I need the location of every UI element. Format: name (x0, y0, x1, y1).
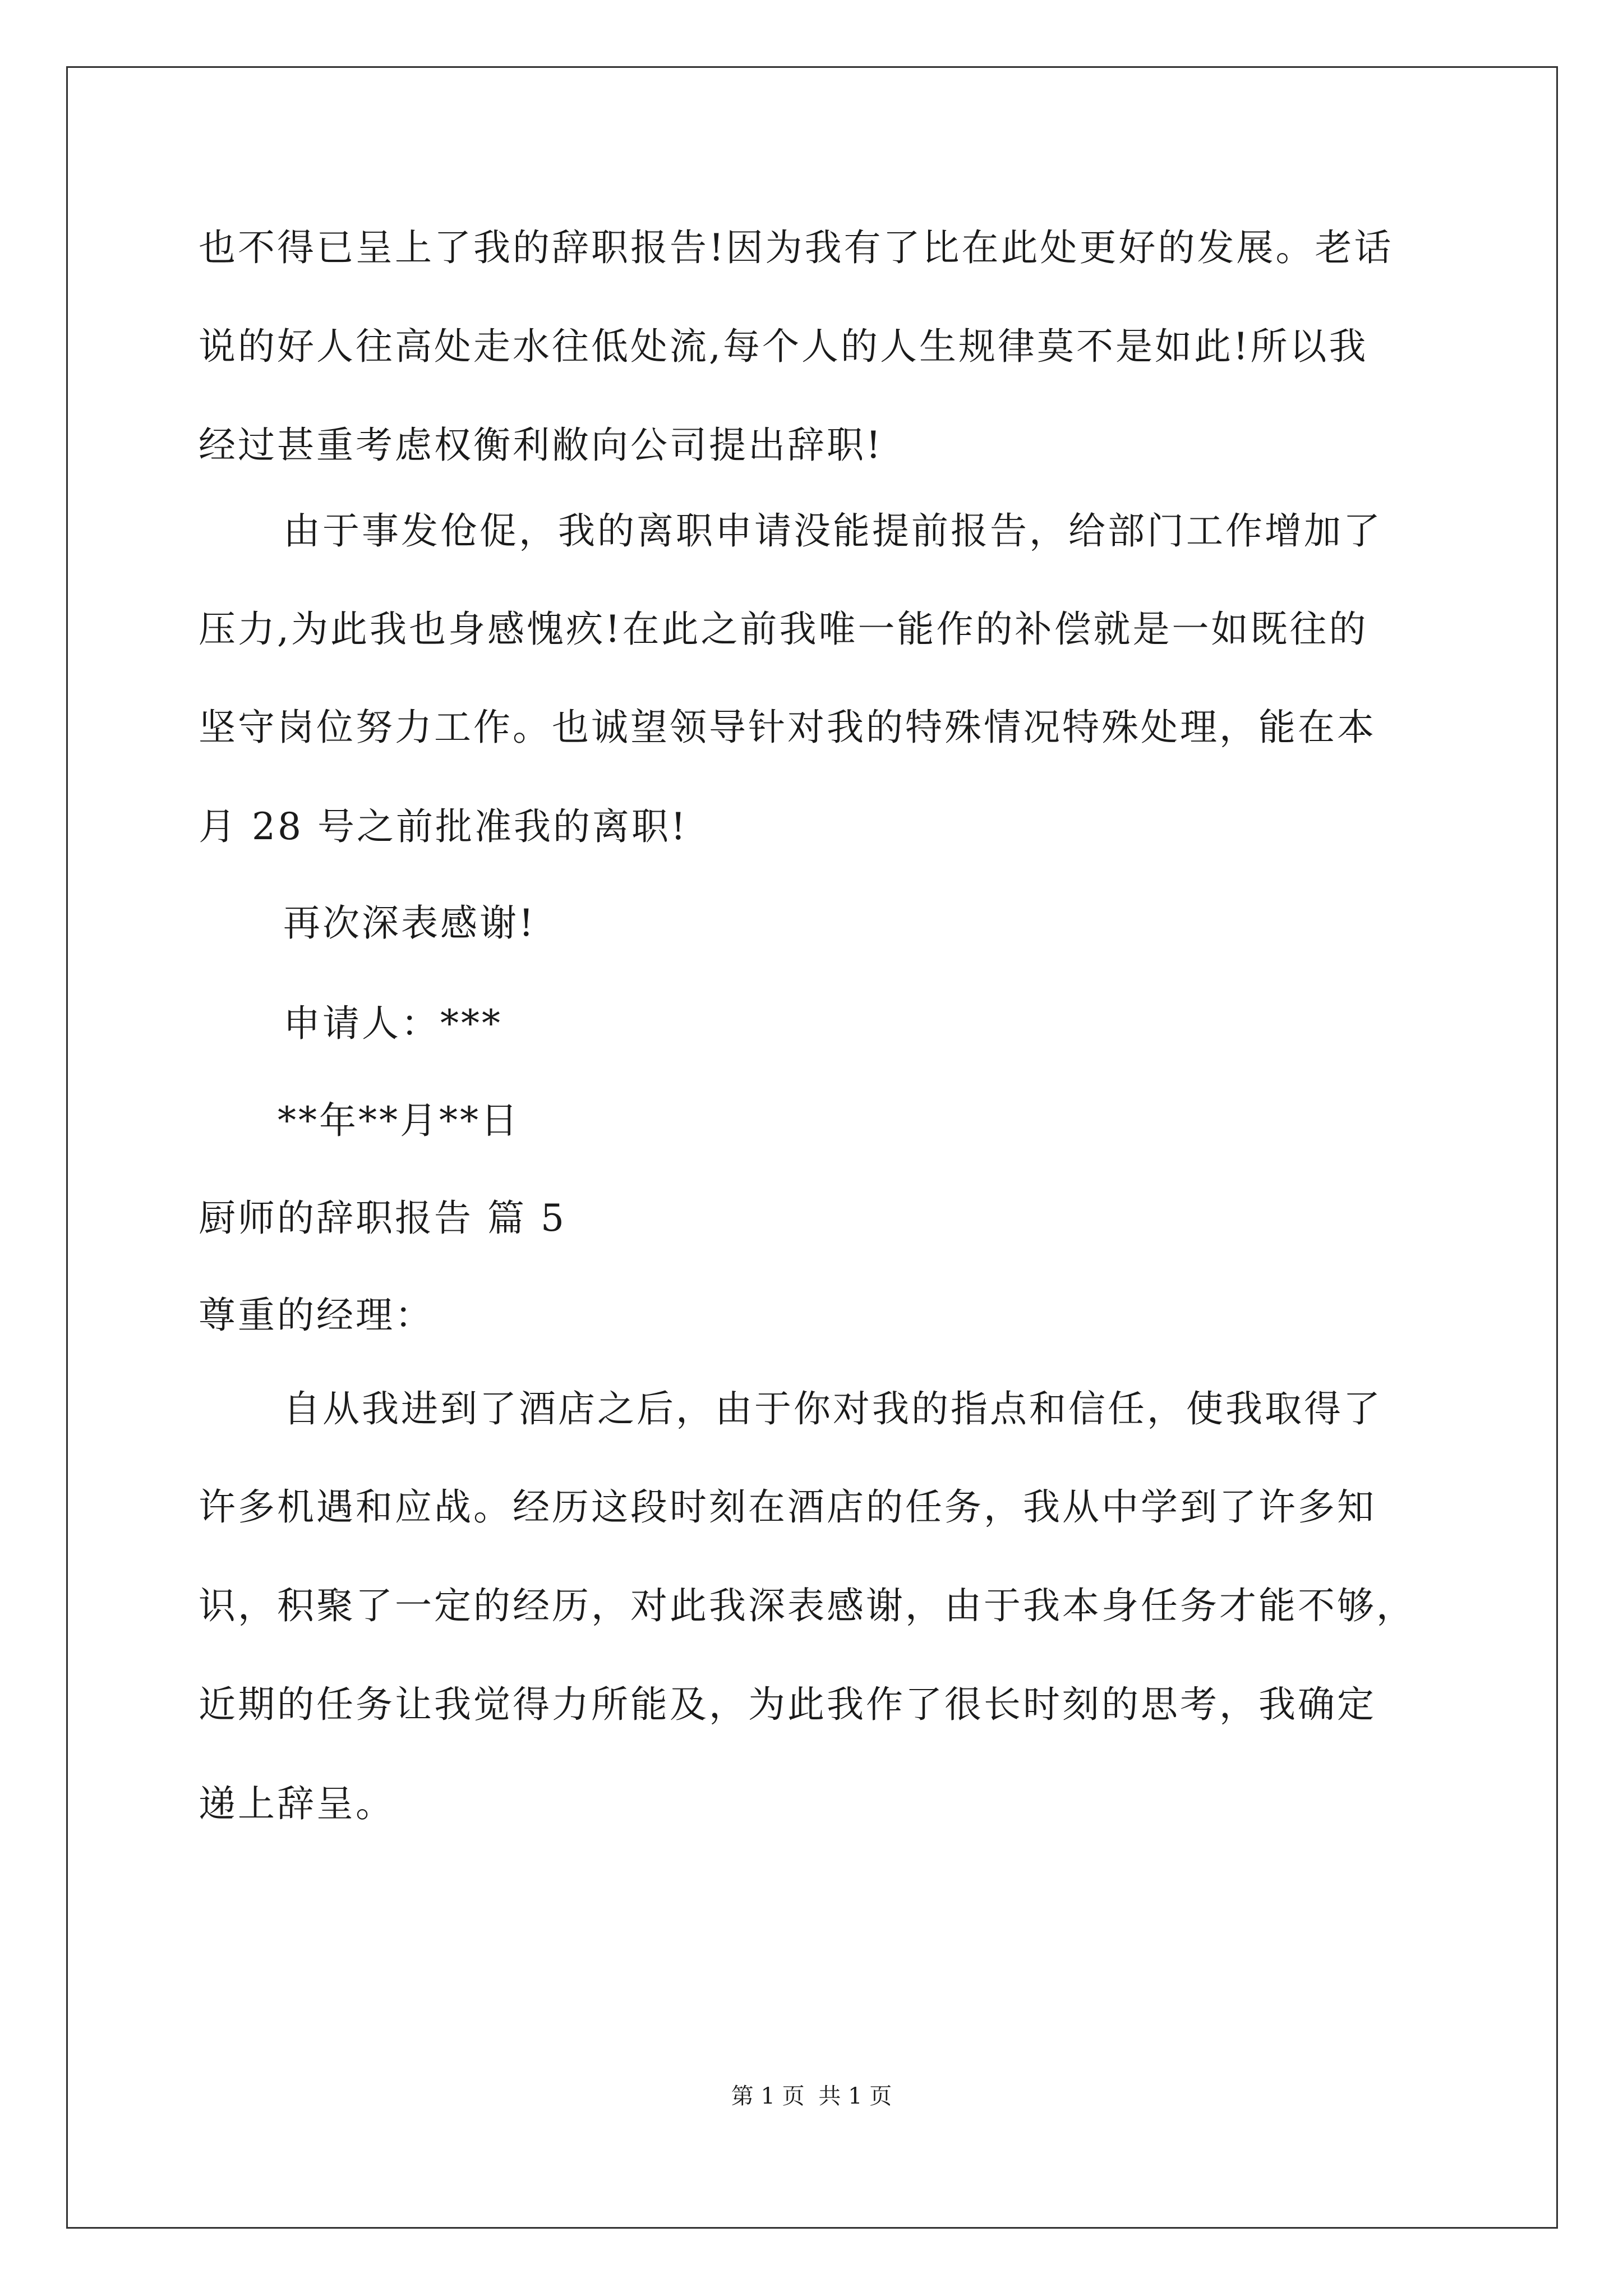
paragraph-line: 再次深表感谢! (283, 901, 536, 945)
paragraph-line: 递上辞呈。 (199, 1782, 395, 1825)
paragraph-line: 识，积聚了一定的经历，对此我深表感谢，由于我本身任务才能不够， (199, 1584, 1415, 1627)
paragraph-line: 近期的任务让我觉得力所能及，为此我作了很长时刻的思考，我确定 (199, 1683, 1376, 1726)
paragraph-line: 经过甚重考虑权衡利敝向公司提出辞职! (199, 424, 883, 467)
paragraph-line: 由于事发伧促，我的离职申请没能提前报告，给部门工作增加了 (283, 509, 1382, 553)
paragraph-line: 也不得已呈上了我的辞职报告!因为我有了比在此处更好的发展。老话 (199, 226, 1394, 269)
salutation: 尊重的经理： (199, 1294, 434, 1337)
page-number: 第 1 页 (731, 2083, 805, 2109)
signature-date: **年**月**日 (278, 1099, 520, 1142)
paragraph-line: 坚守岗位努力工作。也诚望领导针对我的特殊情况特殊处理，能在本 (199, 706, 1376, 749)
paragraph-line: 说的好人往高处走水往低处流,每个人的人生规律莫不是如此!所以我 (199, 325, 1368, 368)
paragraph-line: 月 28 号之前批准我的离职! (199, 805, 688, 848)
page-border (66, 66, 1558, 2229)
paragraph-line: 压力,为此我也身感愧疚!在此之前我唯一能作的补偿就是一如既往的 (199, 608, 1368, 651)
signature-applicant: 申请人：*** (283, 1002, 502, 1045)
section-heading: 厨师的辞职报告 篇 5 (199, 1197, 566, 1240)
page-total: 共 1 页 (818, 2083, 892, 2109)
paragraph-line: 许多机遇和应战。经历这段时刻在酒店的任务，我从中学到了许多知 (199, 1485, 1376, 1529)
page-footer (0, 2082, 1623, 2110)
paragraph-line: 自从我进到了酒店之后，由于你对我的指点和信任，使我取得了 (283, 1387, 1382, 1430)
